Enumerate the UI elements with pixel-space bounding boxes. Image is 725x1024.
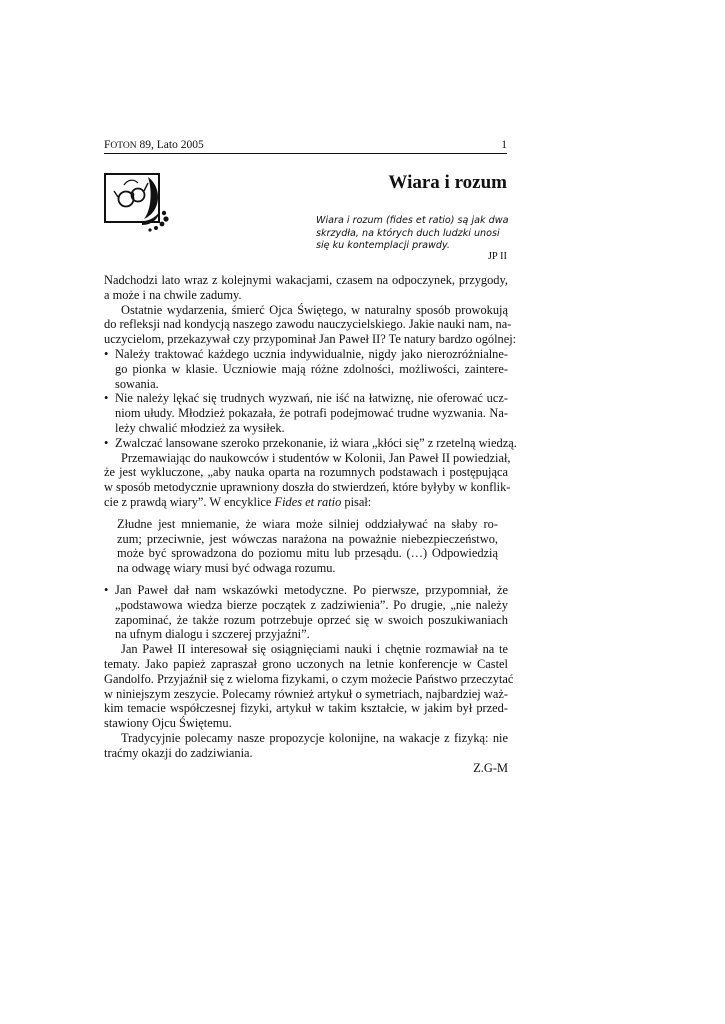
bullet-item: • Należy traktować każdego ucznia indywidualnie, nigdy jako nierozróżnialne- go pionka w klasie. Uczniowie mają różne zdolności, możliwości, zaintere- sowania.: [104, 347, 508, 391]
article-title: Wiara i rozum: [388, 172, 507, 193]
paragraph: Nadchodzi lato wraz z kolejnymi wakacjami, czasem na odpoczynek, przygody, a może i na chwile zadumy.: [104, 273, 508, 302]
motto-author: JP II: [487, 251, 507, 262]
motto-line: się ku kontemplacji prawdy.: [316, 240, 450, 252]
paragraph: Ostatnie wydarzenia, śmierć Ojca Świętego, w naturalny sposób prowokują do refleksji nad kondycją naszego zawodu nauczycielskiego. Jakie nauki nam, na- uczycielom, przekazywał czy przypominał Jan Paweł II? Te natury bardzo ogólnej:: [104, 302, 517, 347]
bullet-item: • Zwalczać lansowane szeroko przekonanie, iż wiara „kłóci się” z rzetelną wiedzą.: [104, 436, 508, 451]
page-number: 1: [501, 139, 507, 151]
journal-issue: FOTON 89, Lato 2005: [104, 139, 204, 151]
paragraph: Jan Paweł II interesował się osiągnięciami nauki i chętnie rozmawiał na te tematy. Jako papież zapraszał grono uczonych na letnie konferencje w Castel Gandolfo. Przyjaźnił się z wieloma fizykami, o czym możecie Państwo przeczytać w niniejszym zeszycie. Polecamy również artykuł o symetriach, najbardziej waż- kim temacie współczesnej fizyki, artykuł w takim kształcie, w jakim był przed- stawiony Ojcu Świętemu.: [104, 642, 514, 731]
motto-line: skrzydła, na których duch ludzki unosi: [316, 227, 500, 239]
bullet-item: • Jan Paweł dał nam wskazówki metodyczne. Po pierwsze, przypomniał, że „podstawowa wiedza bierze początek z zadziwienia”. Po drugie, „nie należy zapominać, że także rozum potrzebuje oprzeć się w swoich poszukiwaniach na ufnym dialogu i szczerej przyjaźni”.: [104, 583, 508, 642]
spectacles-moon-logo-icon: [104, 173, 170, 235]
motto: [316, 215, 508, 253]
block-quote: Złudne jest mniemanie, że wiara może silniej oddziaływać na słaby ro- zum; przeciwnie, jest wówczas narażona na poważnie niebezpieczeństwo, może być sprowadzona do poziomu mitu lub przesądu. (…) Odpowiedzią na odwagę wiary musi być odwaga rozumu.: [117, 516, 498, 576]
encyclical-title: Fides et ratio: [274, 494, 342, 509]
bullet-item: • Nie należy lękać się trudnych wyzwań, nie iść na łatwiznę, nie oferować ucz- niom ułudy. Młodzież pokazała, że potrafi podejmować trudne wyzwania. Na- leży chwalić młodzież za wysiłek.: [104, 391, 508, 435]
paragraph: Przemawiając do naukowców i studentów w Kolonii, Jan Paweł II powiedział, że jest wykluczone, „aby nauka oparta na rozumnych podstawach i postępująca w sposób metodycznie uprawniony doszła do stwierdzeń, które byłyby w konflik- cie z prawdą wiary”. W encyklice Fides et ratio pisał:: [104, 450, 511, 509]
author-signature: Z.G-M: [473, 760, 508, 775]
article-body: [104, 273, 517, 775]
motto-line: Wiara i rozum (fides et ratio) są jak dwa: [316, 215, 509, 226]
running-header: [104, 139, 507, 154]
paragraph: Tradycyjnie polecamy nasze propozycje kolonijne, na wakacje z fizyką: nie traćmy okazji do zadziwiania.: [104, 730, 508, 760]
